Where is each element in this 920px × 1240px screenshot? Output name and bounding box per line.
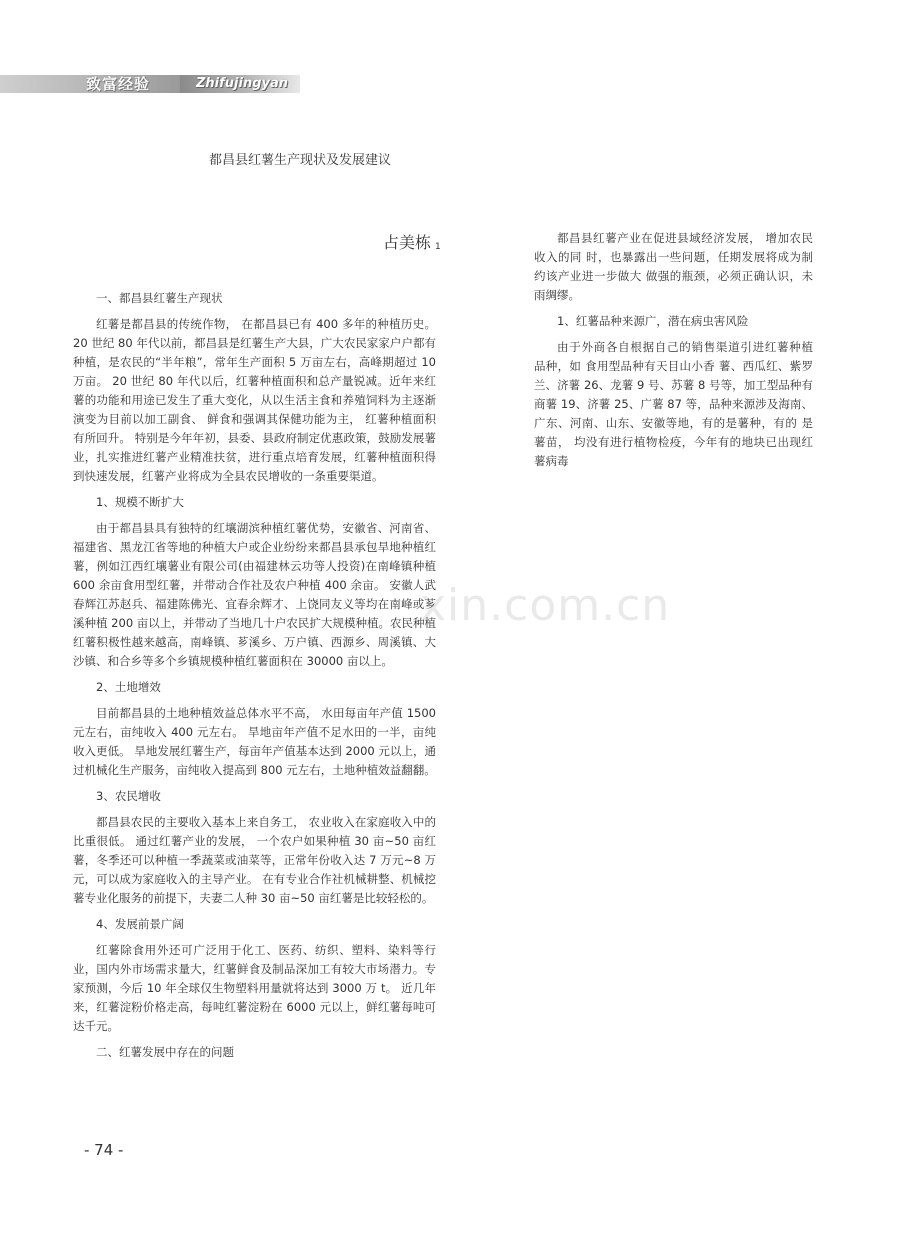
section-heading: 二、红薯发展中存在的问题 (96, 1045, 234, 1059)
section-heading: 一、都昌县红薯生产现状 (96, 291, 223, 305)
author-line (383, 230, 441, 253)
section-heading: 2、土地增效 (96, 680, 161, 694)
section-label: 致富经验 (86, 75, 151, 93)
paragraph: 都昌县农民的主要收入基本上来自务工， 农业收入在家庭收入中的比重很低。 通过红薯产业的发展， 一个农户如果种植 30 亩~50 亩红薯，冬季还可以种植一季蔬菜或油菜等，正常年份收入达 7 万元~8 万元，可以成为家庭收入的主导产业。 在有专业合作社机械耕整、机械挖薯专业化服务的前提下，夫妻二人种 30 亩~50 亩红薯是比较轻松的。 (73, 815, 436, 905)
paragraph: 由于都昌县具有独特的红壤湖滨种植红薯优势，安徽省、河南省、福建省、黑龙江省等地的种植大户或企业纷纷来都昌县承包旱地种植红薯，例如江西红壤薯业有限公司(由福建林云功等人投资)在南峰镇种植600 余亩食用型红薯，并带动合作社及农户种植 400 余亩。 安徽人武春辉江苏赵兵、福建陈佛光、宜春余辉才、上饶同友义等均在南峰或芗溪种植 200 亩以上，并带动了当地几十户农民扩大规模种植。农民种植红薯积极性越来越高，南峰镇、芗溪乡、万户镇、西源乡、周溪镇、大沙镇、和合乡等多个乡镇规模种植红薯面积在 30000 亩以上。 (73, 521, 436, 668)
section-label-pinyin: Zhifujingyan (196, 76, 289, 91)
author-footnote-mark: 1 (435, 242, 441, 252)
section-heading: 4、发展前景广阔 (96, 917, 184, 931)
paragraph: 目前都昌县的土地种植效益总体水平不高， 水田每亩年产值 1500 元左右，亩纯收入 400 元左右。 旱地亩年产值不足水田的一半，亩纯收入更低。 旱地发展红薯生产，每亩年产值基本达到 2000 元以上，通过机械化生产服务，亩纯收入提高到 800 元左右，土地种植效益翻翻。 (73, 706, 436, 777)
watermark: xin.com.cn (420, 580, 671, 631)
paragraph: 由于外商各自根据自己的销售渠道引进红薯种植 品种，如 食用型品种有天目山小香 薯、西瓜红、紫罗兰、济薯 26、龙薯 9 号、苏薯 8 号等，加工型品种有商薯 19、济薯 25、广薯 87 等，品种来源涉及海南、广东、河南、山东、安徽等地，有的是薯种，有的 是薯苗， 均没有进行植物检疫，今年有的地块已出现红薯病毒 (534, 340, 813, 468)
author-name: 占美栋 (383, 233, 432, 252)
article-title: 都昌县红薯生产现状及发展建议 (208, 153, 391, 168)
page-number: - 74 - (84, 1141, 124, 1159)
paragraph: 红薯除食用外还可广泛用于化工、医药、纺织、塑料、染料等行业，国内外市场需求量大，红薯鲜食及制品深加工有较大市场潜力。专家预测，今后 10 年全球仅生物塑料用量就将达到 3000 万 t。 近几年来，红薯淀粉价格走高，每吨红薯淀粉在 6000 元以上，鲜红薯每吨可达千元。 (73, 943, 436, 1033)
left-column (73, 289, 436, 1069)
right-column (534, 229, 813, 478)
paragraph: 都昌县红薯产业在促进县域经济发展， 增加农民收入的同 时，也暴露出一些问题，任期发展将成为制约该产业进一步做大 做强的瓶颈，必须正确认识，未雨绸缪。 (534, 231, 813, 302)
paragraph: 红薯是都昌县的传统作物， 在都昌县已有 400 多年的种植历史。 20 世纪 80 年代以前，都昌县是红薯生产大县，广大农民家家户户都有种植，是农民的“半年粮”，常年生产面积 5 万亩左右，高峰期超过 10 万亩。 20 世纪 80 年代以后，红薯种植面积和总产量锐减。近年来红薯的功能和用途已发生了重大变化，从以生活主食和养殖饲料为主逐渐演变为目前以加工副食、 鲜食和强调其保健功能为主， 红薯种植面积有所回升。 特别是今年年初，县委、县政府制定优惠政策，鼓励发展薯业，扎实推进红薯产业精准扶贫，进行重点培育发展，红薯种植面积得到快速发展，红薯产业将成为全县农民增收的一条重要渠道。 (73, 317, 436, 483)
section-heading: 1、规模不断扩大 (96, 495, 184, 509)
header-band (0, 75, 300, 93)
section-heading: 3、农民增收 (96, 789, 161, 803)
section-heading: 1、红薯品种来源广，潜在病虫害风险 (557, 314, 749, 328)
